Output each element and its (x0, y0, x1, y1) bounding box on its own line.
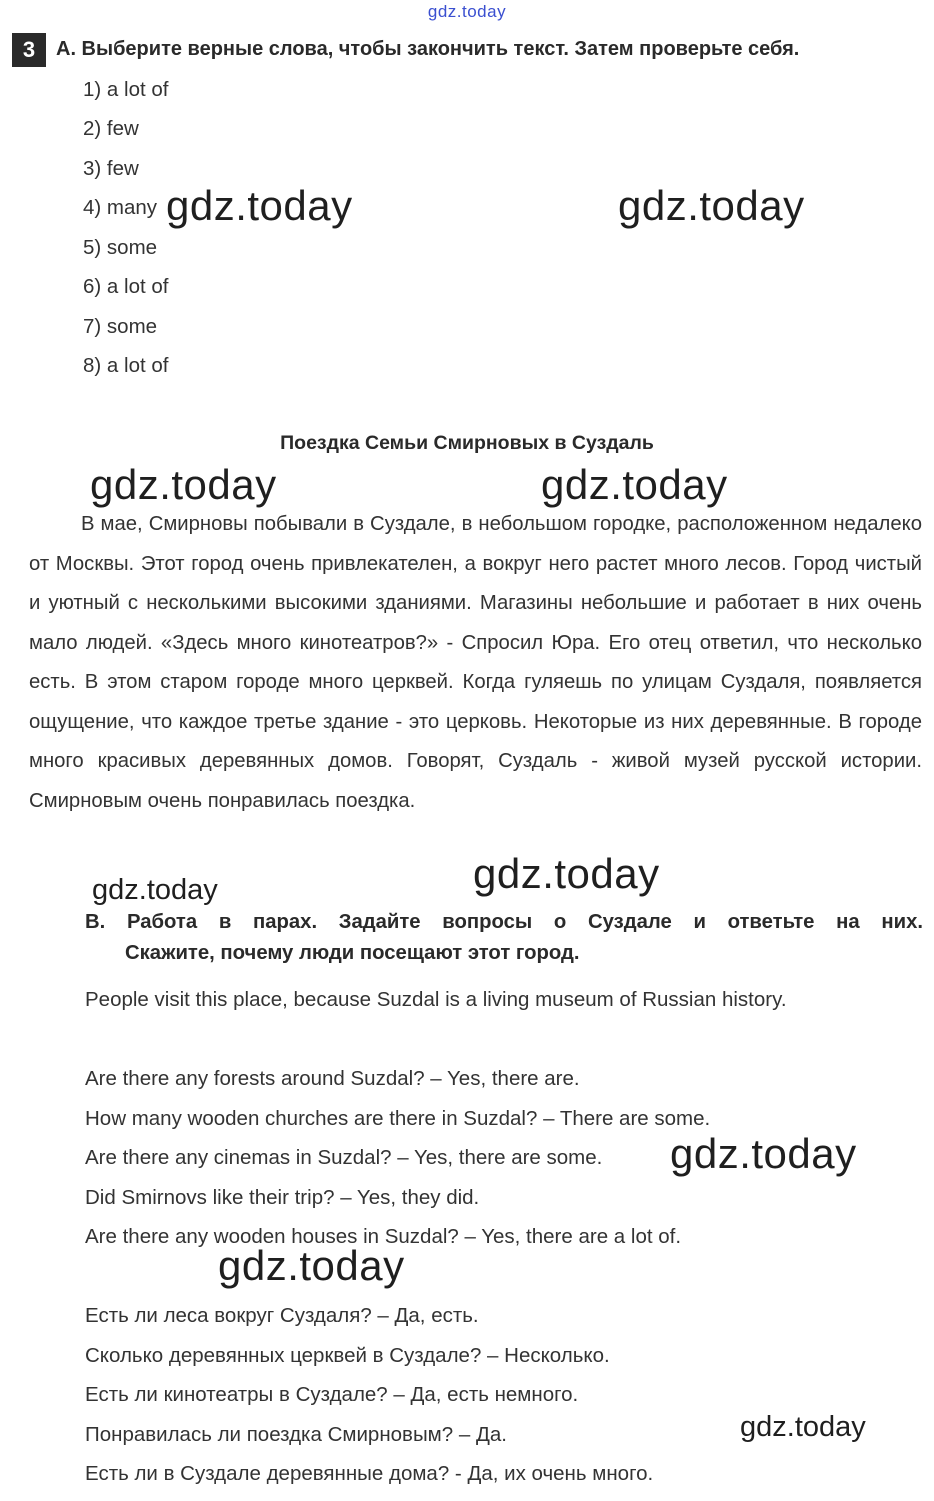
qa-ru-item: Понравилась ли поездка Смирновым? – Да. (85, 1423, 507, 1446)
qa-en-item: Are there any forests around Suzdal? – Yes, there are. (85, 1067, 580, 1090)
answer-item: 8) a lot of (83, 354, 169, 377)
qa-en-item: Did Smirnovs like their trip? – Yes, they did. (85, 1186, 480, 1209)
qa-ru-item: Есть ли леса вокруг Суздаля? – Да, есть. (85, 1304, 479, 1327)
qa-ru-item: Есть ли кинотеатры в Суздале? – Да, есть немного. (85, 1383, 579, 1406)
qa-ru-item: Сколько деревянных церквей в Суздале? – Несколько. (85, 1344, 610, 1367)
answer-item: 2) few (83, 117, 139, 140)
watermark: gdz.today (166, 182, 353, 229)
qa-en-item: Are there any cinemas in Suzdal? – Yes, there are some. (85, 1146, 603, 1169)
watermark: gdz.today (473, 850, 660, 897)
qa-ru-item: Есть ли в Суздале деревянные дома? - Да, их очень много. (85, 1462, 654, 1485)
task-b-instruction: B. Работа в парах. Задайте вопросы о Суздале и ответьте на них. (85, 911, 923, 933)
reason-text: People visit this place, because Suzdal is a living museum of Russian history. (85, 988, 787, 1011)
watermark: gdz.today (541, 461, 728, 508)
answer-item: 7) some (83, 315, 158, 338)
answer-item: 4) many (83, 196, 158, 219)
answer-item: 1) a lot of (83, 78, 169, 101)
qa-en-item: Are there any wooden houses in Suzdal? – Yes, there are a lot of. (85, 1225, 682, 1248)
watermark: gdz.today (90, 461, 277, 508)
answer-item: 6) a lot of (83, 275, 169, 298)
story-paragraph: В мае, Смирновы побывали в Суздале, в небольшом городке, расположенном недалеко от Москвы. Этот город очень привлекателен, а вокруг него растет много лесов. Город чистый и уютный с несколькими высокими зданиями. Магазины небольшие и работает в них очень мало людей. «Здесь много кинотеатров?» - Спросил Юра. Его отец ответил, что несколько есть. В этом старом городе много церквей. Когда гуляешь по улицам Суздаля, появляется ощущение, что каждое третье здание - это церковь. Некоторые из них деревянные. В городе много красивых деревянных домов. Говорят, Суздаль - живой музей русской истории. Смирновым очень понравилась поездка. (29, 513, 922, 812)
task-number-badge: 3 (12, 33, 46, 67)
watermark: gdz.today (670, 1130, 857, 1177)
answer-item: 3) few (83, 157, 139, 180)
watermark: gdz.today (618, 182, 805, 229)
watermark: gdz.today (740, 1411, 866, 1443)
qa-en-item: How many wooden churches are there in Suzdal? – There are some. (85, 1107, 711, 1130)
watermark: gdz.today (92, 874, 218, 906)
answer-item: 5) some (83, 236, 158, 259)
watermark: gdz.today (218, 1242, 405, 1289)
top-watermark: gdz.today (427, 2, 507, 21)
story-title: Поездка Семьи Смирновых в Суздаль (280, 432, 654, 454)
task-b-subinstruction: Скажите, почему люди посещают этот город. (125, 942, 580, 964)
task-a-instruction: A. Выберите верные слова, чтобы закончить текст. Затем проверьте себя. (56, 38, 800, 60)
